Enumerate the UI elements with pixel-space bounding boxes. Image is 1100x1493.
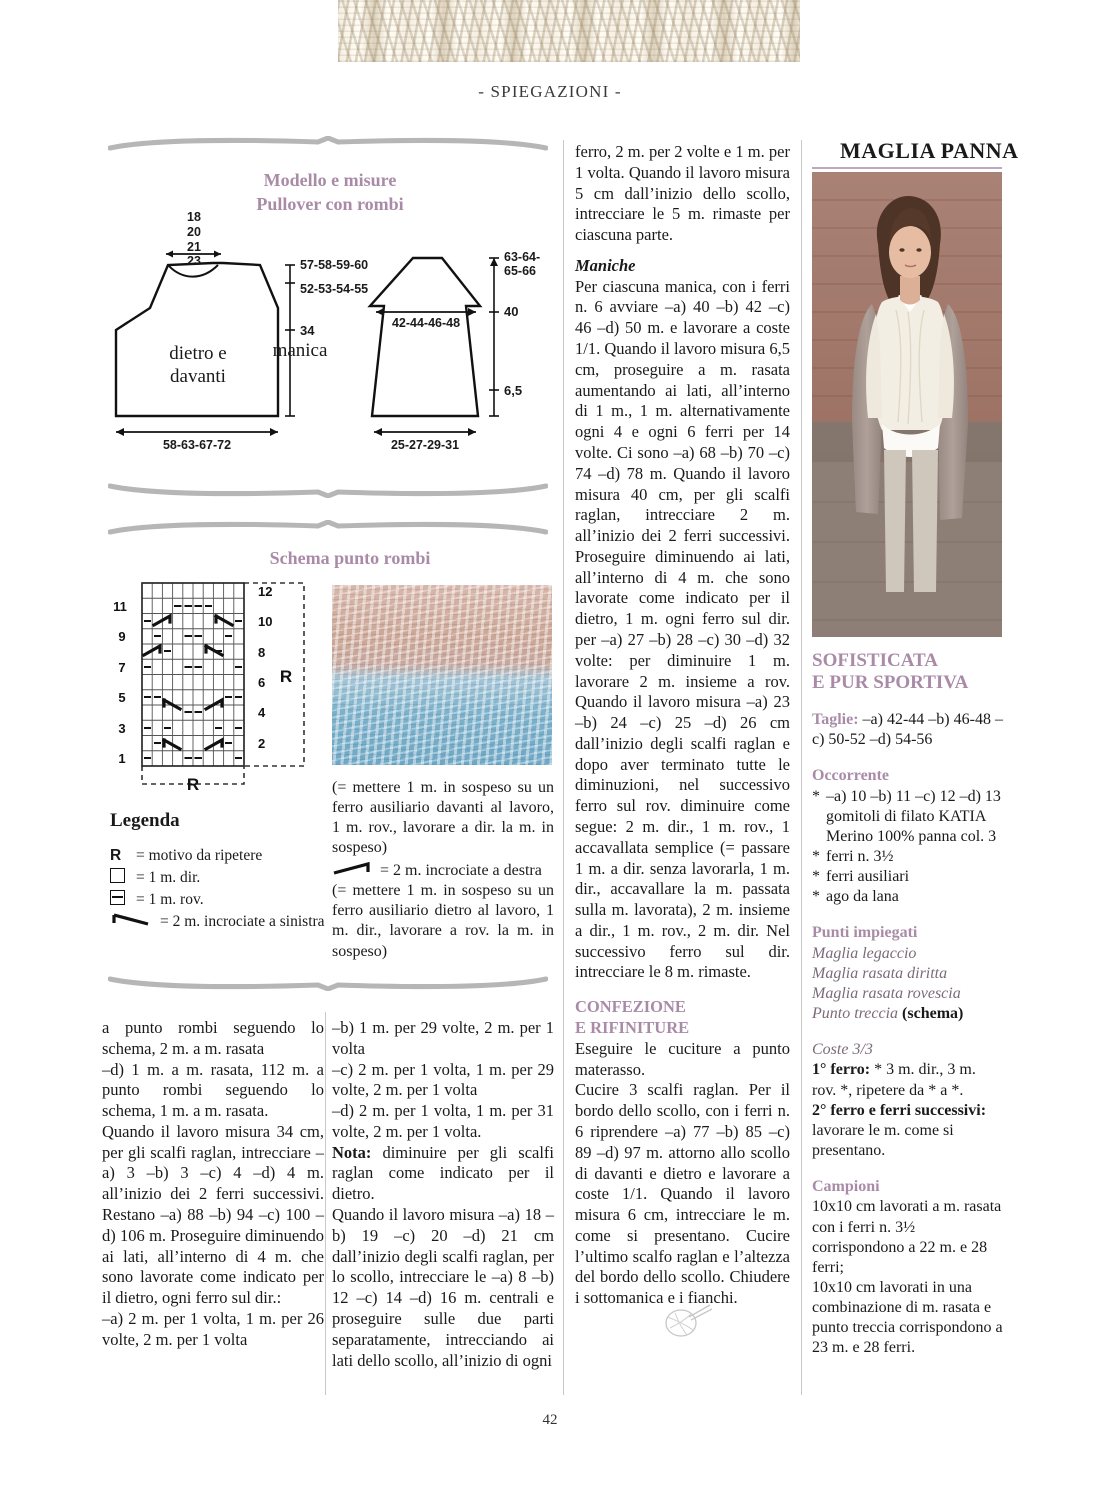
- swatch-photo: [332, 585, 552, 765]
- ribbing-row1-label: 1° ferro:: [812, 1061, 871, 1079]
- chart-row-8: 8: [258, 645, 266, 660]
- neck-width-d: 23: [187, 254, 201, 269]
- stitch-treccia: Punto treccia: [812, 1005, 899, 1023]
- body-piece-label-line1: dietro e: [169, 343, 227, 364]
- column-rule-1: [563, 140, 564, 1395]
- purl-box-icon: [110, 889, 132, 911]
- ribbing-row1: [812, 1060, 1004, 1100]
- chart-repeat-horizontal: R: [186, 775, 200, 793]
- sizes-label: Taglie:: [812, 711, 859, 729]
- materials-item-wool-needle: * ago da lana: [812, 887, 1004, 907]
- chart-repeat-vertical: R: [279, 667, 293, 686]
- stitches-heading: Punti impiegati: [812, 924, 918, 942]
- chart-row-5: 5: [118, 690, 126, 705]
- dim-lower-body-height: 34: [300, 323, 315, 338]
- note-label: Nota:: [332, 1142, 372, 1162]
- schematic-title-line2: Pullover con rombi: [256, 194, 404, 215]
- confezione-heading-line2: E RIFINITURE: [575, 1018, 690, 1038]
- page-number: 42: [542, 1412, 558, 1428]
- schematic-diagram: [108, 210, 548, 468]
- gauge-heading: Campioni: [812, 1178, 880, 1196]
- maniche-heading: Maniche: [575, 255, 636, 275]
- left-bottom-p2: –d) 1 m. a m. rasata, 112 m. a punto rombi seguendo lo schema, 1 m. a m. rasata.: [102, 1059, 324, 1121]
- cable-definition-text: [332, 778, 554, 962]
- legend-item-knit: [110, 867, 330, 889]
- chart-row-4: 4: [258, 705, 266, 720]
- materials-item-needles: * ferri n. 3½: [812, 847, 1004, 867]
- column-rule-3: [325, 1012, 326, 1395]
- dim-sleeve-upper-width: 42-44-46-48: [391, 316, 461, 330]
- left-bottom-p1: a punto rombi seguendo lo schema, 2 m. a m. rasata: [102, 1018, 324, 1058]
- neck-width-a: 18: [187, 210, 201, 224]
- chart-row-10: 10: [258, 614, 273, 629]
- stitch-rasata-rovescia: Maglia rasata rovescia: [812, 984, 961, 1002]
- legend-item-purl-label: = 1 m. rov.: [136, 891, 204, 908]
- neck-width-b: 20: [187, 224, 201, 239]
- ribbing-heading: Coste 3/3: [812, 1041, 873, 1059]
- instructions-intro: ferro, 2 m. per 2 volte e 1 m. per 1 volta. Quando il lavoro misura 5 cm dall’inizio dello scollo, intrecciare le 5 m. rimaste per ciascuna parte.: [575, 142, 790, 245]
- legend-item-repeat-label: = motivo da ripetere: [136, 847, 263, 864]
- note-text: diminuire per gli scalfi raglan come indicato per il dietro.: [332, 1142, 554, 1204]
- cable-left-definition: (= mettere 1 m. in sospeso su un ferro ausiliario davanti al lavoro, 1 m. rov., lavorare a dir. la m. in sospeso): [332, 779, 554, 857]
- maniche-body: Per ciascuna manica, con i ferri n. 6 avviare –a) 40 –b) 42 –c) 46 –d) 50 m. e lavorare a coste 1/1. Quando il lavoro misura 6,5 cm, proseguire a m. rasata aumentando ai lati, all’interno di 1 m., 1 m. alternativamente ogni 4 e ogni 6 ferri per 14 volte. Ci sono –a) 68 –b) 70 –c) 74 –d) 78 m. Quando il lavoro misura 40 cm, per gli scalfi raglan, intrecciare 2 m. all’inizio dei 2 ferri successivi. Proseguire diminuendo ai lati, all’interno di 4 m. che sono lavorate come indicato per il dietro, 1 m. ogni ferro sul dir. per –a) 27 –b) 28 –c) 30 –d) 32 volte: per diminuire 1 m. lavorare 2 m. insieme a rov. Quando il lavoro misura –a) 23 –b) 24 –c) 25 –d) 26 cm dall’inizio degli scalfi raglan e dopo aver terminato tutte le diminuzioni, nel successivo ferro sul rov. diminuire come segue: 2 m. dir., 1 m. rov., 1 accavallata semplice (= passare 1 m. a dir. senza lavorarla, 1 m. dir., accavallare la m. passata sulla m. lavorata), 2 m. insieme a dir., 1 m. rov., 2 m. dir. Nel successivo ferro sul dir. intrecciare le 8 m. rimaste.: [575, 276, 790, 982]
- ornament-divider-middle-2: [108, 520, 548, 536]
- chart-row-2: 2: [258, 736, 266, 751]
- article-title-rule: [812, 167, 1002, 169]
- yarn-ball-icon: [655, 1295, 715, 1345]
- chart-row-9: 9: [118, 629, 126, 644]
- legend-item-purl: [110, 889, 330, 911]
- cable-right-label: = 2 m. incrociate a destra: [380, 861, 542, 879]
- stitch-treccia-row: [812, 1004, 1004, 1024]
- chart-row-3: 3: [118, 721, 126, 736]
- model-photo: [812, 172, 1002, 637]
- mid-bottom-p-last: Quando il lavoro misura –a) 18 –b) 19 –c) 20 –d) 21 cm dall’inizio degli scalfi raglan, per lo scollo, intrecciare le –a) 8 –b) 12 –c) 14 –d) 16 m. centrali e proseguire sulle due parti separatamente, intrecciando ai lati dello scollo, all’inizio di ogni: [332, 1205, 554, 1370]
- dim-sleeve-cuff-width: 25-27-29-31: [390, 438, 460, 452]
- body-piece-label: [128, 342, 268, 388]
- confezione-heading-line1: CONFEZIONE: [575, 997, 686, 1017]
- legend-heading: Legenda: [110, 810, 180, 831]
- ribbing-row2-label: 2° ferro e ferri successivi:: [812, 1101, 987, 1119]
- legend-item-knit-label: = 1 m. dir.: [136, 869, 201, 886]
- chart-row-12: 12: [258, 584, 273, 599]
- chart-row-1: 1: [118, 751, 126, 766]
- article-subtitle-line2: E PUR SPORTIVA: [812, 672, 969, 694]
- sizes-row: [812, 710, 1004, 750]
- left-bottom-p4: –a) 2 m. per 1 volta, 1 m. per 26 volte, 2 m. per 1 volta: [102, 1308, 324, 1349]
- stitch-treccia-suffix: (schema): [898, 1005, 964, 1023]
- cross-left-icon: [110, 911, 156, 933]
- cross-right-icon: [332, 861, 380, 881]
- left-bottom-p3: Quando il lavoro misura 34 cm, per gli scalfi raglan, intrecciare –a) 3 –b) 3 –c) 4 –d) 4 m. all’inizio dei 2 ferri successivi. Restano –a) 88 –b) 94 –c) 100 –d) 106 m. Proseguire diminuendo ai lati, all’interno di 4 m. che sono lavorate come indicato per il dietro, ogni ferro sul dir.:: [102, 1121, 324, 1308]
- stitch-rasata-diritta: Maglia rasata diritta: [812, 964, 948, 982]
- neck-width-stack: [174, 210, 214, 269]
- column-rule-2: [801, 140, 802, 1395]
- gauge-text-2: 10x10 cm lavorati in una combinazione di m. rasata e punto treccia corrispondono a 23 m. e 28 ferri.: [812, 1278, 1003, 1357]
- knit-box-icon: [110, 867, 132, 889]
- cable-right-row: [332, 861, 554, 881]
- body-piece-label-line2: davanti: [170, 366, 226, 388]
- column-instructions: [575, 142, 790, 1309]
- ornament-divider-middle: [108, 482, 548, 498]
- ribbing-row2-text: lavorare le m. come si presentano.: [812, 1121, 954, 1160]
- section-label: - SPIEGAZIONI -: [478, 82, 622, 101]
- materials-item-cable-needles: * ferri ausiliari: [812, 867, 1004, 887]
- stitch-chart: [108, 578, 318, 793]
- mid-bottom-p3: –d) 2 m. per 1 volta, 1 m. per 31 volte, 2 m. per 1 volta.: [332, 1101, 554, 1141]
- knit-texture-banner: [338, 0, 800, 62]
- cable-right-definition: (= mettere 1 m. in sospeso su un ferro ausiliario dietro al lavoro, 1 m. dir., lavorare a rov. la m. in sospeso): [332, 882, 554, 960]
- dim-sleeve-cap-height: 40: [504, 304, 519, 319]
- neck-width-c: 21: [187, 239, 201, 254]
- confezione-p1: Eseguire le cuciture a punto materasso.: [575, 1038, 790, 1079]
- dim-bottom-width: 58-63-67-72: [162, 438, 232, 452]
- sleeve-piece-label: manica: [272, 340, 328, 361]
- legend-item-repeat: [110, 845, 330, 867]
- ornament-divider-bottom: [108, 975, 548, 991]
- dim-sleeve-total-height: 63-64-65-66: [504, 250, 541, 278]
- confezione-p2: Cucire 3 scalfi raglan. Per il bordo dello scollo, con i ferri n. 6 riprendere –a) 77 –b) 85 –c) 89 –d) 97 m. attorno allo scollo di davanti e dietro e lavorare a coste 1/1. Quando il lavoro misura 6 cm, intrecciare le m. come si presentano. Cucire l’ultimo scalfo raglan e l’altezza del bordo dello scollo. Chiudere i sottomanica e i fianchi.: [575, 1080, 790, 1308]
- dim-body-to-raglan: 52-53-54-55: [300, 282, 369, 296]
- ribbing-row2: [812, 1101, 1004, 1161]
- legend-item-cross-left: [110, 911, 330, 933]
- chart-row-11: 11: [113, 599, 127, 614]
- sizes-value: –a) 42-44 –b) 46-48 –c) 50-52 –d) 54-56: [812, 711, 1003, 749]
- sidebar-content: [812, 650, 1004, 1359]
- materials-list: [812, 787, 1004, 908]
- gauge-text-1: 10x10 cm lavorati a m. rasata con i ferri n. 3½ corrispondono a 22 m. e 28 ferri;: [812, 1198, 1002, 1276]
- stitch-legaccio: Maglia legaccio: [812, 944, 917, 962]
- legend-item-cross-left-label: = 2 m. incrociate a sinistra: [160, 913, 325, 930]
- ornament-divider-top: [108, 136, 548, 152]
- chart-title: Schema punto rombi: [269, 548, 431, 568]
- repeat-symbol-icon: R: [110, 847, 122, 864]
- article-subtitle-line1: SOFISTICATA: [812, 650, 938, 671]
- column-left-bottom: [102, 1018, 324, 1351]
- legend-list: [110, 845, 330, 933]
- dim-sleeve-cuff-height: 6,5: [504, 383, 523, 398]
- materials-item-yarn: * –a) 10 –b) 11 –c) 12 –d) 13 gomitoli di filato KATIA Merino 100% panna col. 3: [812, 787, 1004, 847]
- mid-bottom-p2: –c) 2 m. per 1 volta, 1 m. per 29 volte, 2 m. per 1 volta: [332, 1059, 554, 1100]
- chart-row-6: 6: [258, 675, 266, 690]
- chart-row-7: 7: [118, 660, 126, 675]
- mid-bottom-note: [332, 1143, 554, 1205]
- materials-heading: Occorrente: [812, 767, 889, 785]
- schematic-title-line1: Modello e misure: [263, 170, 397, 190]
- dim-total-height: 57-58-59-60: [300, 258, 369, 272]
- mid-bottom-p1: –b) 1 m. per 29 volte, 2 m. per 1 volta: [332, 1018, 554, 1058]
- article-title: MAGLIA PANNA: [840, 138, 1019, 163]
- ribbing-row1-text: * 3 m. dir., 3 m. rov. *, ripetere da * a *.: [812, 1061, 976, 1099]
- column-mid-bottom: [332, 1018, 554, 1371]
